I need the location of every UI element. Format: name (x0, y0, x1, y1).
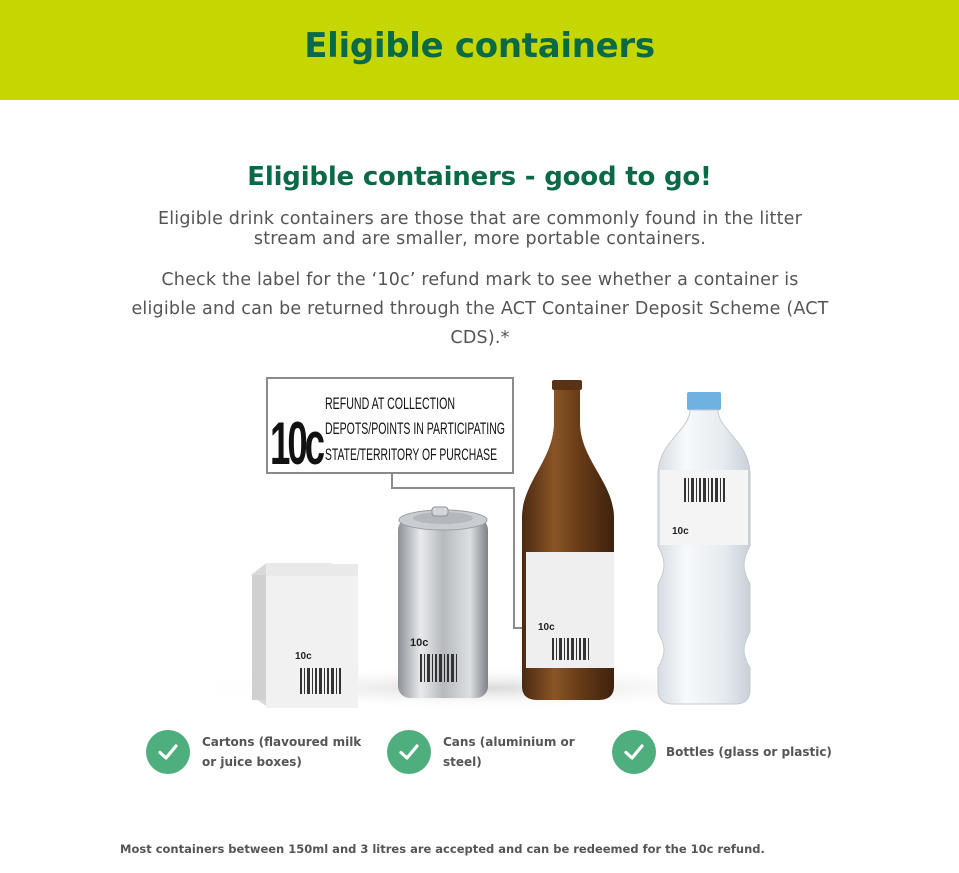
check-icon (146, 730, 190, 774)
check-icon (387, 730, 431, 774)
refund-mark-amount: 10c (270, 410, 325, 477)
carton-refund-label: 10c (295, 651, 312, 662)
section-heading: Eligible containers - good to go! (247, 162, 712, 192)
can-refund-label: 10c (410, 637, 429, 649)
page-title: Eligible containers (304, 26, 655, 66)
plastic-bottle-refund-label: 10c (672, 526, 689, 537)
eligible-containers-illustration (170, 370, 790, 715)
refund-mark-line-1: REFUND AT COLLECTION (325, 394, 455, 413)
category-label: Cans (aluminium or steel) (443, 735, 575, 769)
page-banner (0, 0, 959, 100)
category-cartons (146, 728, 362, 776)
can-container (398, 507, 488, 698)
check-icon (612, 730, 656, 774)
glass-bottle-container (522, 380, 614, 700)
category-label: Cartons (flavoured milk or juice boxes) (202, 735, 362, 769)
category-cans (387, 728, 583, 776)
intro-paragraph: Eligible drink containers are those that are commonly found in the litter stream and are smaller, more portable containers. (157, 209, 803, 249)
refund-mark-line-2: DEPOTS/POINTS IN PARTICIPATING (325, 419, 505, 438)
refund-mark-paragraph: Check the label for the ‘10c’ refund mark to see whether a container is eligible and can be returned through the ACT Container Deposit Scheme (ACT CDS).* (131, 270, 829, 348)
plastic-bottle-container (658, 392, 750, 704)
footnote: Most containers between 150ml and 3 litres are accepted and can be redeemed for the 10c refund. (120, 842, 765, 856)
category-label: Bottles (glass or plastic) (666, 745, 832, 759)
category-bottles (612, 728, 846, 776)
bottle-refund-label: 10c (538, 622, 555, 633)
carton-container (252, 564, 358, 708)
refund-mark-line-3: STATE/TERRITORY OF PURCHASE (325, 445, 497, 464)
